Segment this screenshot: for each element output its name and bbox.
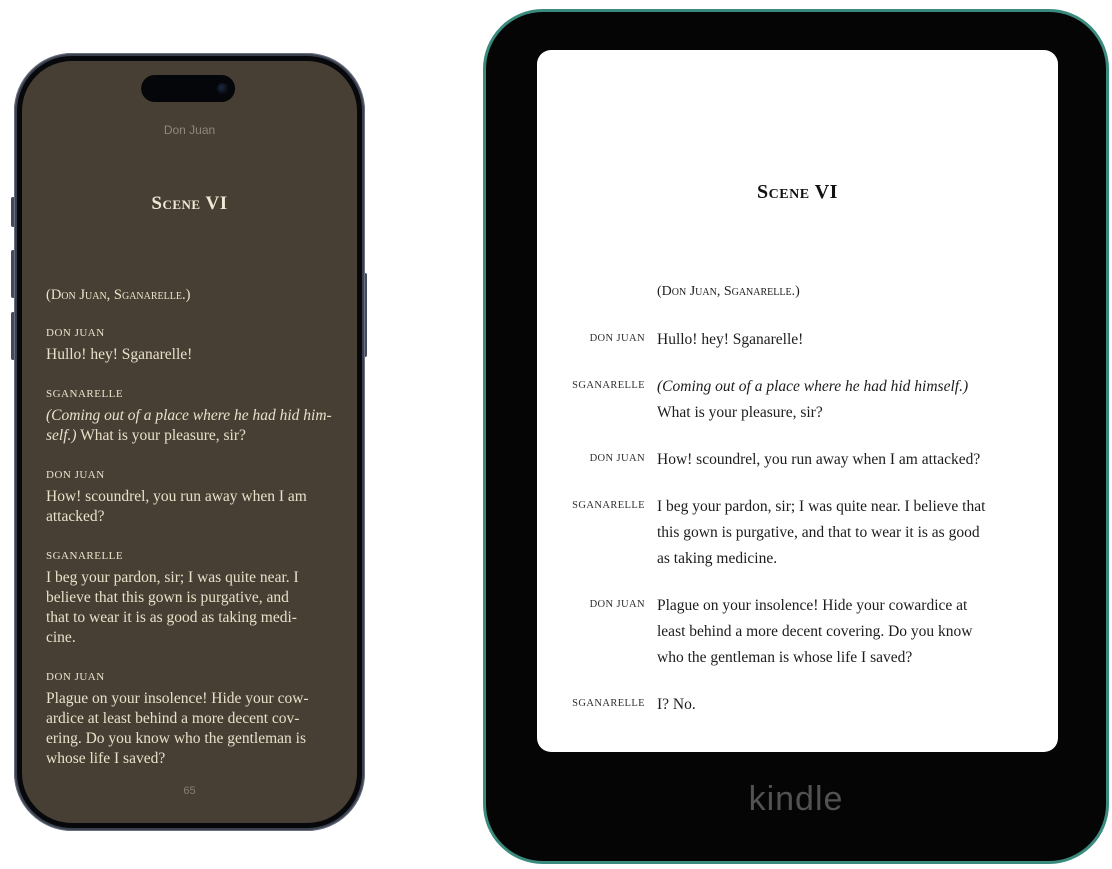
- speaker-label: DON JUAN: [46, 469, 105, 481]
- text-line: Plague on your insolence! Hide your cowardice at: [657, 597, 968, 614]
- text-line: as taking medicine.: [657, 550, 778, 567]
- text-line: (Coming out of a place where he had hid himself.): [657, 378, 969, 395]
- dynamic-island: [141, 75, 235, 102]
- phone-dialogue-list: [46, 327, 333, 769]
- dialogue-entry: [46, 550, 333, 648]
- text-line: believe that this gown is purgative, and: [46, 589, 289, 606]
- scene-heading: Scene VI: [757, 181, 838, 203]
- text-line: that to wear it is as good as taking medi-: [46, 609, 297, 626]
- dialogue-entry: [46, 671, 333, 769]
- kindle-dialogue-list: [537, 327, 1058, 718]
- front-camera-icon: [217, 83, 228, 94]
- dialogue-entry: [537, 494, 1058, 572]
- dialogue-text: [46, 406, 333, 446]
- book-title-header: Don Juan: [163, 123, 216, 137]
- dialogue-entry: [46, 469, 333, 527]
- text-line: How! scoundrel, you run away when I am attacked?: [657, 451, 981, 468]
- speaker-label: SGANARELLE: [572, 500, 645, 511]
- speaker-label: SGANARELLE: [572, 698, 645, 709]
- text-line: attacked?: [46, 508, 105, 525]
- dialogue-entry: [537, 593, 1058, 671]
- text-line: self.) What is your pleasure, sir?: [46, 427, 246, 444]
- dialogue-text: [657, 593, 973, 671]
- phone-reader-screen[interactable]: [22, 61, 357, 823]
- dialogue-entry: [46, 388, 333, 446]
- dialogue-text: [46, 568, 333, 648]
- text-line: I? No.: [657, 696, 696, 713]
- dialogue-text: [46, 689, 333, 769]
- dialogue-text: [657, 494, 985, 572]
- speaker-label: DON JUAN: [589, 599, 645, 610]
- stage-direction: (Don Juan, Sganarelle.): [657, 284, 800, 299]
- text-line: I beg your pardon, sir; I was quite near. I believe that: [657, 498, 986, 515]
- speaker-label: SGANARELLE: [46, 388, 124, 400]
- text-line: What is your pleasure, sir?: [657, 404, 823, 421]
- text-line: (Coming out of a place where he had hid him-: [46, 407, 332, 424]
- text-line: Hullo! hey! Sganarelle!: [657, 331, 804, 348]
- dialogue-text: [46, 487, 333, 527]
- speaker-label: DON JUAN: [46, 671, 105, 683]
- text-line: ardice at least behind a more decent cov-: [46, 710, 300, 727]
- kindle-logo: kindle: [748, 780, 844, 818]
- text-line: who the gentleman is whose life I saved?: [657, 649, 913, 666]
- speaker-label: DON JUAN: [46, 327, 105, 339]
- text-line: cine.: [46, 629, 76, 646]
- speaker-label: SGANARELLE: [572, 380, 645, 391]
- speaker-label: SGANARELLE: [46, 550, 124, 562]
- dialogue-entry: [537, 692, 1058, 718]
- text-line: How! scoundrel, you run away when I am: [46, 488, 307, 505]
- speaker-label: DON JUAN: [589, 453, 645, 464]
- text-line: least behind a more decent covering. Do you know: [657, 623, 973, 640]
- text-line: Hullo! hey! Sganarelle!: [46, 346, 193, 363]
- speaker-label: DON JUAN: [589, 333, 645, 344]
- dialogue-text: [657, 692, 696, 718]
- dialogue-entry: [46, 327, 333, 365]
- text-line: I beg your pardon, sir; I was quite near. I: [46, 569, 299, 586]
- text-line: Plague on your insolence! Hide your cow-: [46, 690, 309, 707]
- text-line: ering. Do you know who the gentleman is: [46, 730, 307, 747]
- kindle-reader-screen[interactable]: [537, 50, 1058, 752]
- page-number: 65: [183, 785, 196, 797]
- kindle-device: [483, 9, 1109, 864]
- dialogue-entry: [537, 327, 1058, 353]
- iphone-device: [14, 53, 365, 831]
- dialogue-text: [46, 345, 333, 365]
- text-line: this gown is purgative, and that to wear it is as good: [657, 524, 980, 541]
- dialogue-entry: [537, 374, 1058, 426]
- dialogue-text: [657, 374, 968, 426]
- dialogue-entry: [537, 447, 1058, 473]
- stage-direction: (Don Juan, Sganarelle.): [46, 287, 191, 303]
- text-line: whose life I saved?: [46, 750, 166, 767]
- dialogue-text: [657, 447, 980, 473]
- scene-heading: Scene VI: [151, 193, 228, 214]
- dialogue-text: [657, 327, 803, 353]
